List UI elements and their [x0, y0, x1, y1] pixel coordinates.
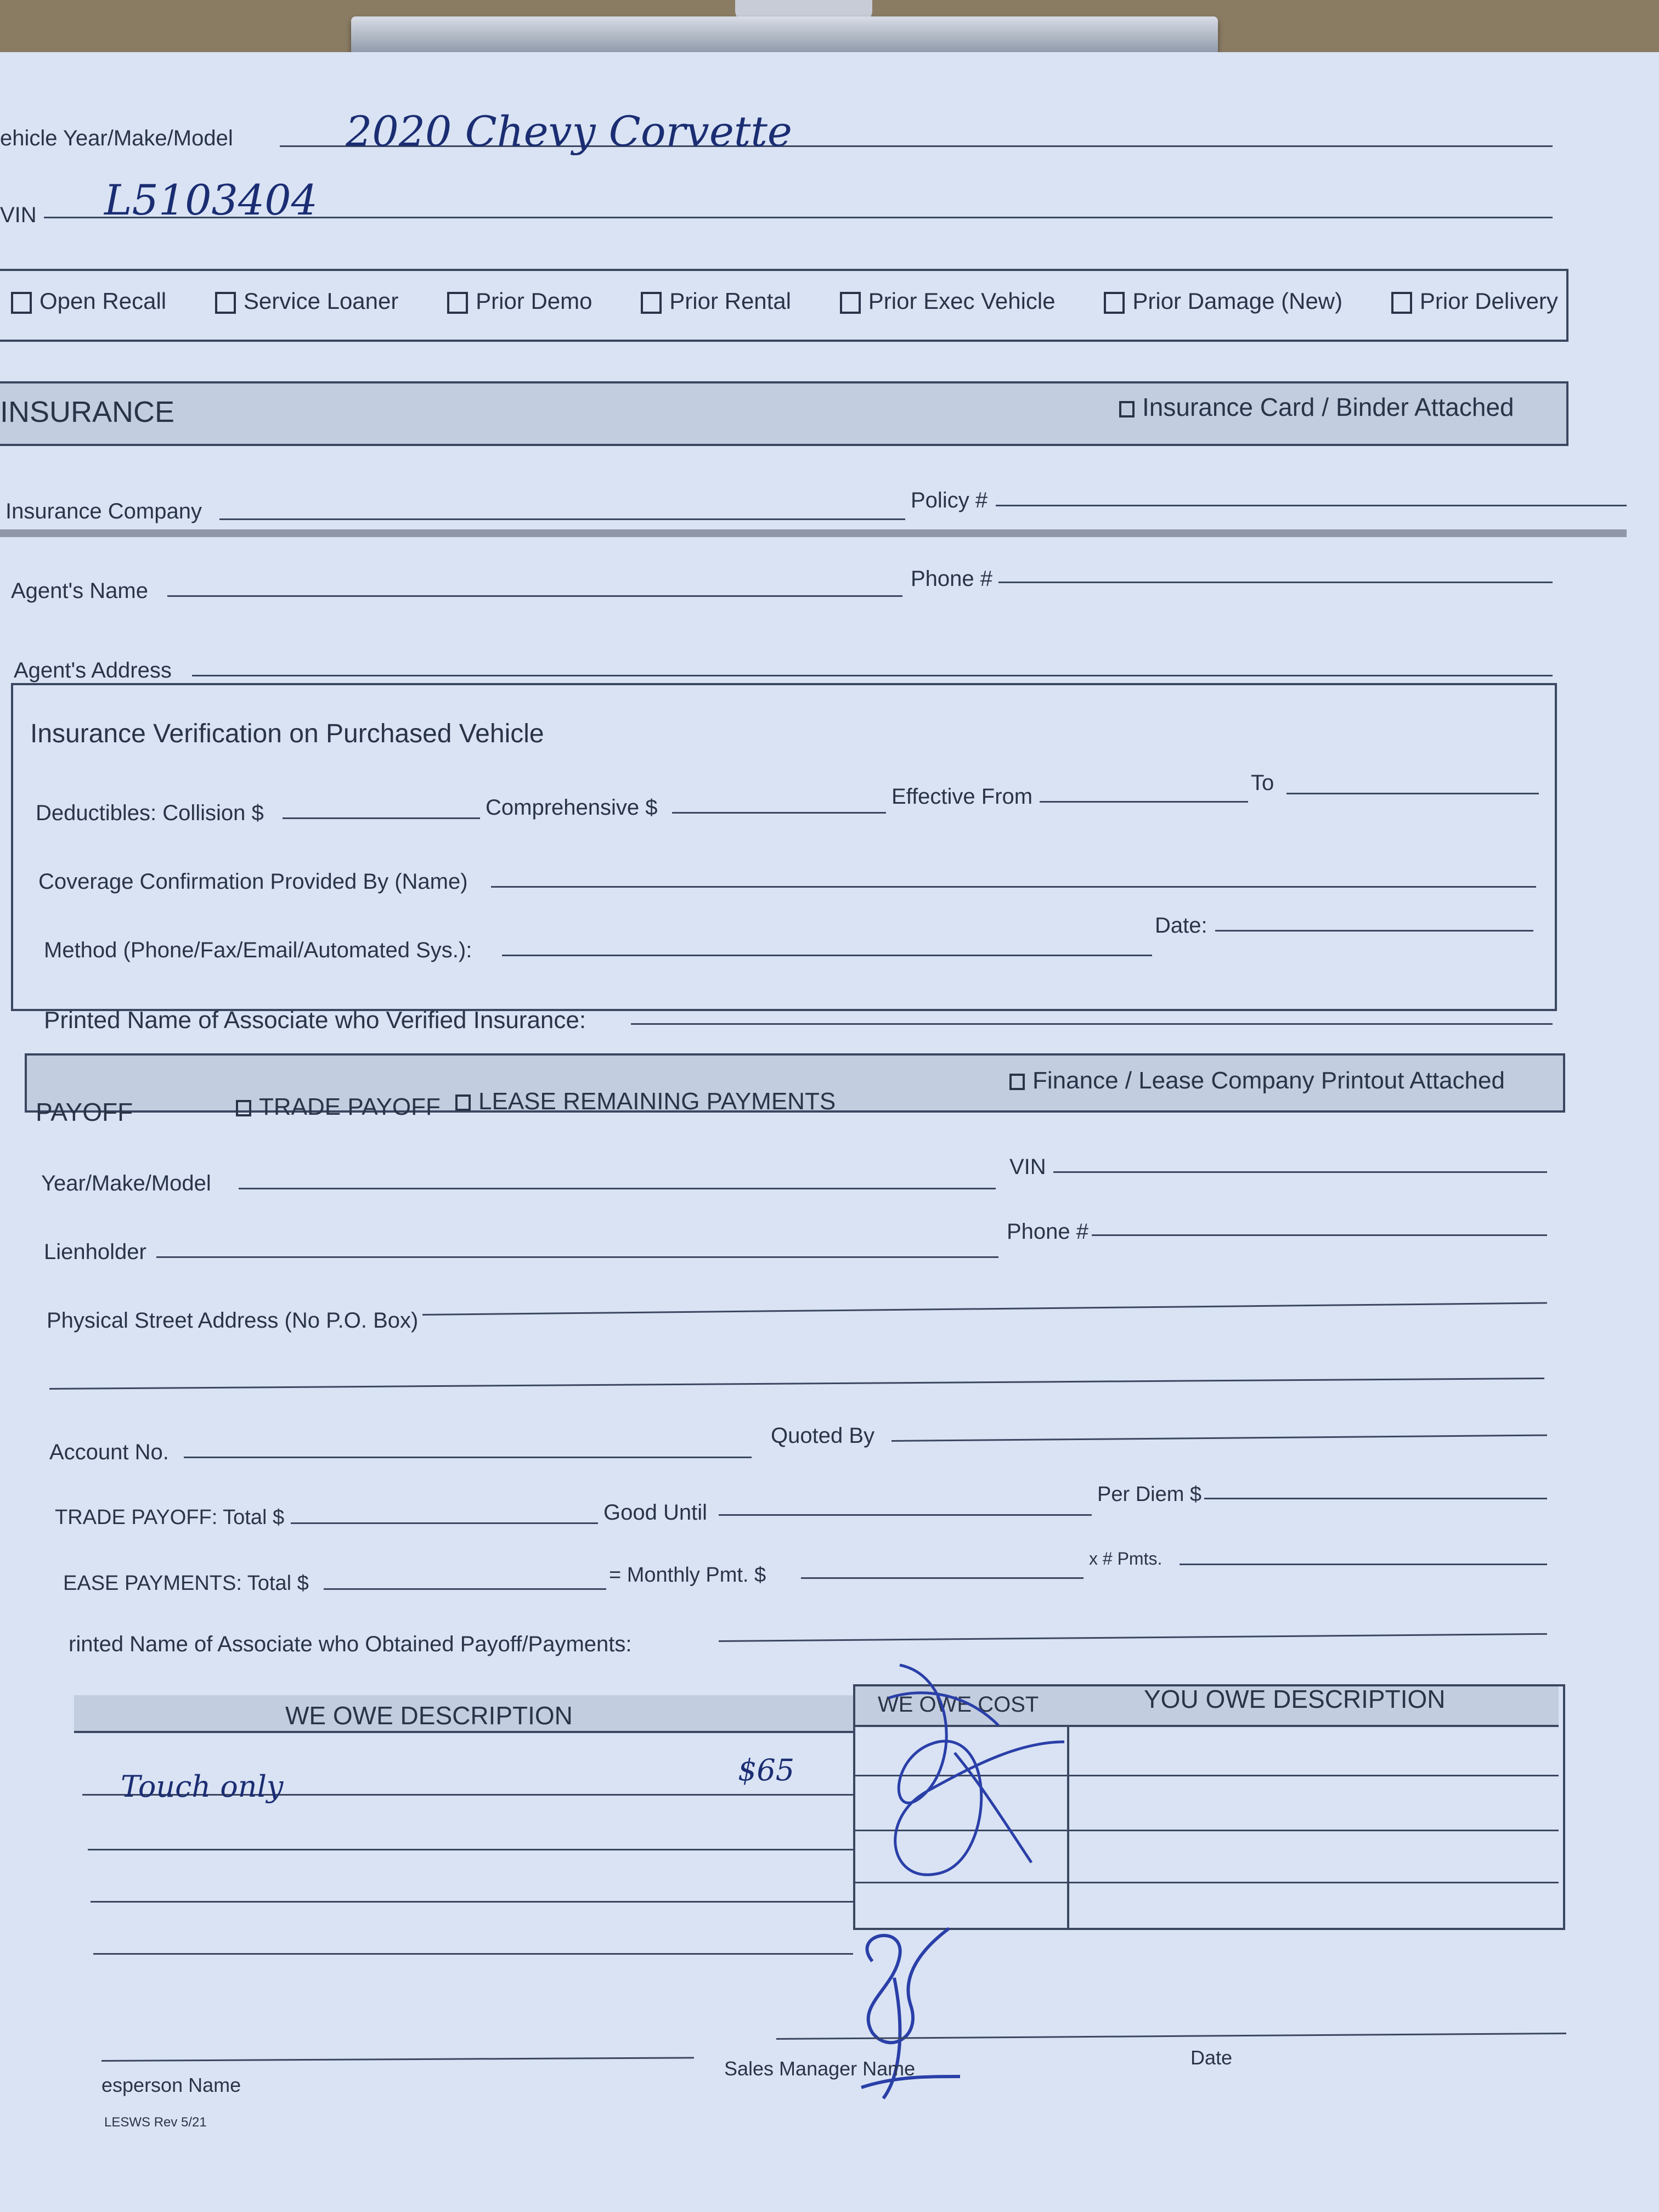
checkbox-icon[interactable]: [1119, 401, 1135, 417]
flag-open-recall[interactable]: Open Recall: [11, 288, 166, 314]
clipboard-clip: [351, 16, 1218, 55]
amount-cell[interactable]: $65: [738, 1753, 795, 1787]
form-page: [0, 52, 1659, 2212]
to-line[interactable]: [1286, 793, 1539, 794]
insurance-card-attached[interactable]: Insurance Card / Binder Attached: [1119, 392, 1514, 422]
verified-by-label: Printed Name of Associate who Verified Insurance:: [44, 1007, 586, 1034]
street-address-line-2[interactable]: [49, 1378, 1544, 1390]
flag-prior-damage[interactable]: Prior Damage (New): [1104, 288, 1342, 314]
owe-header-we-owe-description: WE OWE DESCRIPTION: [285, 1701, 573, 1730]
checkbox-icon[interactable]: [455, 1094, 471, 1111]
trade-total-line[interactable]: [291, 1522, 598, 1524]
owe-header-you-owe-description: YOU OWE DESCRIPTION: [1144, 1685, 1446, 1713]
payoff-header: PAYOFF: [36, 1098, 133, 1126]
coverage-line[interactable]: [491, 886, 1536, 888]
verify-date-label: Date:: [1155, 913, 1207, 938]
lienholder-label: Lienholder: [44, 1240, 146, 1264]
collision-line[interactable]: [283, 817, 480, 819]
row-line: [93, 1953, 853, 1955]
printout-attached[interactable]: Finance / Lease Company Printout Attached: [1009, 1067, 1505, 1094]
agent-name-line[interactable]: [167, 595, 902, 597]
quoted-by-label: Quoted By: [771, 1424, 875, 1448]
flag-prior-exec-vehicle[interactable]: Prior Exec Vehicle: [840, 288, 1056, 314]
monthly-line[interactable]: [801, 1577, 1084, 1579]
comprehensive-line[interactable]: [672, 812, 886, 814]
payoff-vin-label: VIN: [1009, 1155, 1046, 1179]
agent-address-line[interactable]: [192, 675, 1553, 676]
collision-label: Deductibles: Collision $: [36, 801, 264, 825]
checkbox-icon[interactable]: [1391, 292, 1412, 314]
payoff-ymm-label: Year/Make/Model: [41, 1171, 211, 1195]
method-label: Method (Phone/Fax/Email/Automated Sys.):: [44, 938, 472, 962]
checkbox-icon[interactable]: [236, 1100, 251, 1116]
insurance-header: INSURANCE: [0, 396, 175, 428]
sales-manager-signature-icon: [839, 1912, 1004, 2120]
flags-row: [0, 288, 1569, 314]
comprehensive-label: Comprehensive $: [486, 795, 658, 820]
account-label: Account No.: [49, 1440, 169, 1464]
flag-prior-demo[interactable]: Prior Demo: [447, 288, 592, 314]
payoff-vin-line[interactable]: [1053, 1171, 1547, 1173]
agent-phone-label: Phone #: [911, 567, 993, 591]
method-line[interactable]: [502, 955, 1152, 956]
checkbox-icon[interactable]: [641, 292, 662, 314]
agent-address-label: Agent's Address: [14, 658, 172, 682]
trade-payoff-option[interactable]: TRADE PAYOFF: [236, 1093, 441, 1121]
checkbox-icon[interactable]: [11, 292, 32, 314]
flag-service-loaner[interactable]: Service Loaner: [215, 288, 399, 314]
lienholder-line[interactable]: [156, 1256, 998, 1258]
verify-date-line[interactable]: [1215, 930, 1533, 932]
street-address-line[interactable]: [422, 1302, 1547, 1316]
checkbox-icon[interactable]: [840, 292, 861, 314]
insurance-company-line[interactable]: [219, 518, 905, 520]
vehicle-vin-value[interactable]: L5103404: [104, 176, 318, 224]
agent-name-label: Agent's Name: [11, 579, 148, 603]
trade-total-label: TRADE PAYOFF: Total $: [55, 1506, 285, 1529]
we-owe-description-cell[interactable]: Touch only: [121, 1769, 284, 1804]
divider-bar: [0, 529, 1627, 537]
vehicle-ymm-value[interactable]: 2020 Chevy Corvette: [346, 107, 792, 156]
revision-label: LESWS Rev 5/21: [104, 2115, 207, 2130]
quoted-by-line[interactable]: [891, 1435, 1547, 1442]
monthly-label: = Monthly Pmt. $: [609, 1564, 766, 1587]
obtained-by-line[interactable]: [719, 1633, 1547, 1642]
owe-header-we-owe-cost: WE OWE COST: [878, 1692, 1039, 1717]
lienholder-phone-line[interactable]: [1092, 1234, 1547, 1236]
per-diem-line[interactable]: [1204, 1498, 1547, 1499]
insurance-company-label: Insurance Company: [5, 499, 202, 523]
street-address-label: Physical Street Address (No P.O. Box): [47, 1308, 419, 1333]
agent-phone-line[interactable]: [998, 582, 1553, 583]
to-label: To: [1251, 771, 1274, 795]
sales-manager-label: Sales Manager Name: [724, 2057, 916, 2080]
pmts-line[interactable]: [1180, 1564, 1547, 1565]
salesperson-line[interactable]: [101, 2057, 694, 2062]
good-until-line[interactable]: [719, 1514, 1092, 1516]
lienholder-phone-label: Phone #: [1007, 1220, 1089, 1244]
good-until-label: Good Until: [603, 1500, 707, 1525]
lease-total-label: EASE PAYMENTS: Total $: [63, 1572, 309, 1595]
obtained-by-label: rinted Name of Associate who Obtained Payoff/Payments:: [69, 1632, 632, 1656]
checkbox-icon[interactable]: [215, 292, 236, 314]
effective-from-line[interactable]: [1040, 801, 1248, 803]
account-line[interactable]: [184, 1457, 752, 1458]
signature-scribble-icon: [856, 1654, 1086, 1917]
checkbox-icon[interactable]: [1009, 1074, 1025, 1090]
date-label: Date: [1190, 2046, 1233, 2069]
lease-remaining-option[interactable]: LEASE REMAINING PAYMENTS: [455, 1088, 836, 1115]
row-line: [88, 1849, 853, 1850]
policy-label: Policy #: [911, 488, 988, 512]
checkbox-icon[interactable]: [1104, 292, 1125, 314]
payoff-ymm-line[interactable]: [239, 1188, 996, 1189]
per-diem-label: Per Diem $: [1097, 1483, 1202, 1506]
vehicle-ymm-label: ehicle Year/Make/Model: [0, 126, 233, 150]
verified-by-line[interactable]: [631, 1023, 1553, 1025]
pmts-label: x # Pmts.: [1089, 1549, 1163, 1568]
row-line: [91, 1901, 853, 1903]
coverage-label: Coverage Confirmation Provided By (Name): [38, 870, 468, 894]
verification-title: Insurance Verification on Purchased Vehicle: [30, 719, 544, 748]
flag-prior-delivery[interactable]: Prior Delivery: [1391, 288, 1558, 314]
vehicle-vin-label: VIN: [0, 203, 37, 227]
effective-from-label: Effective From: [891, 785, 1033, 809]
flag-prior-rental[interactable]: Prior Rental: [641, 288, 791, 314]
salesperson-label: esperson Name: [101, 2074, 241, 2096]
checkbox-icon[interactable]: [447, 292, 468, 314]
policy-line[interactable]: [996, 505, 1627, 506]
lease-total-line[interactable]: [324, 1588, 606, 1590]
